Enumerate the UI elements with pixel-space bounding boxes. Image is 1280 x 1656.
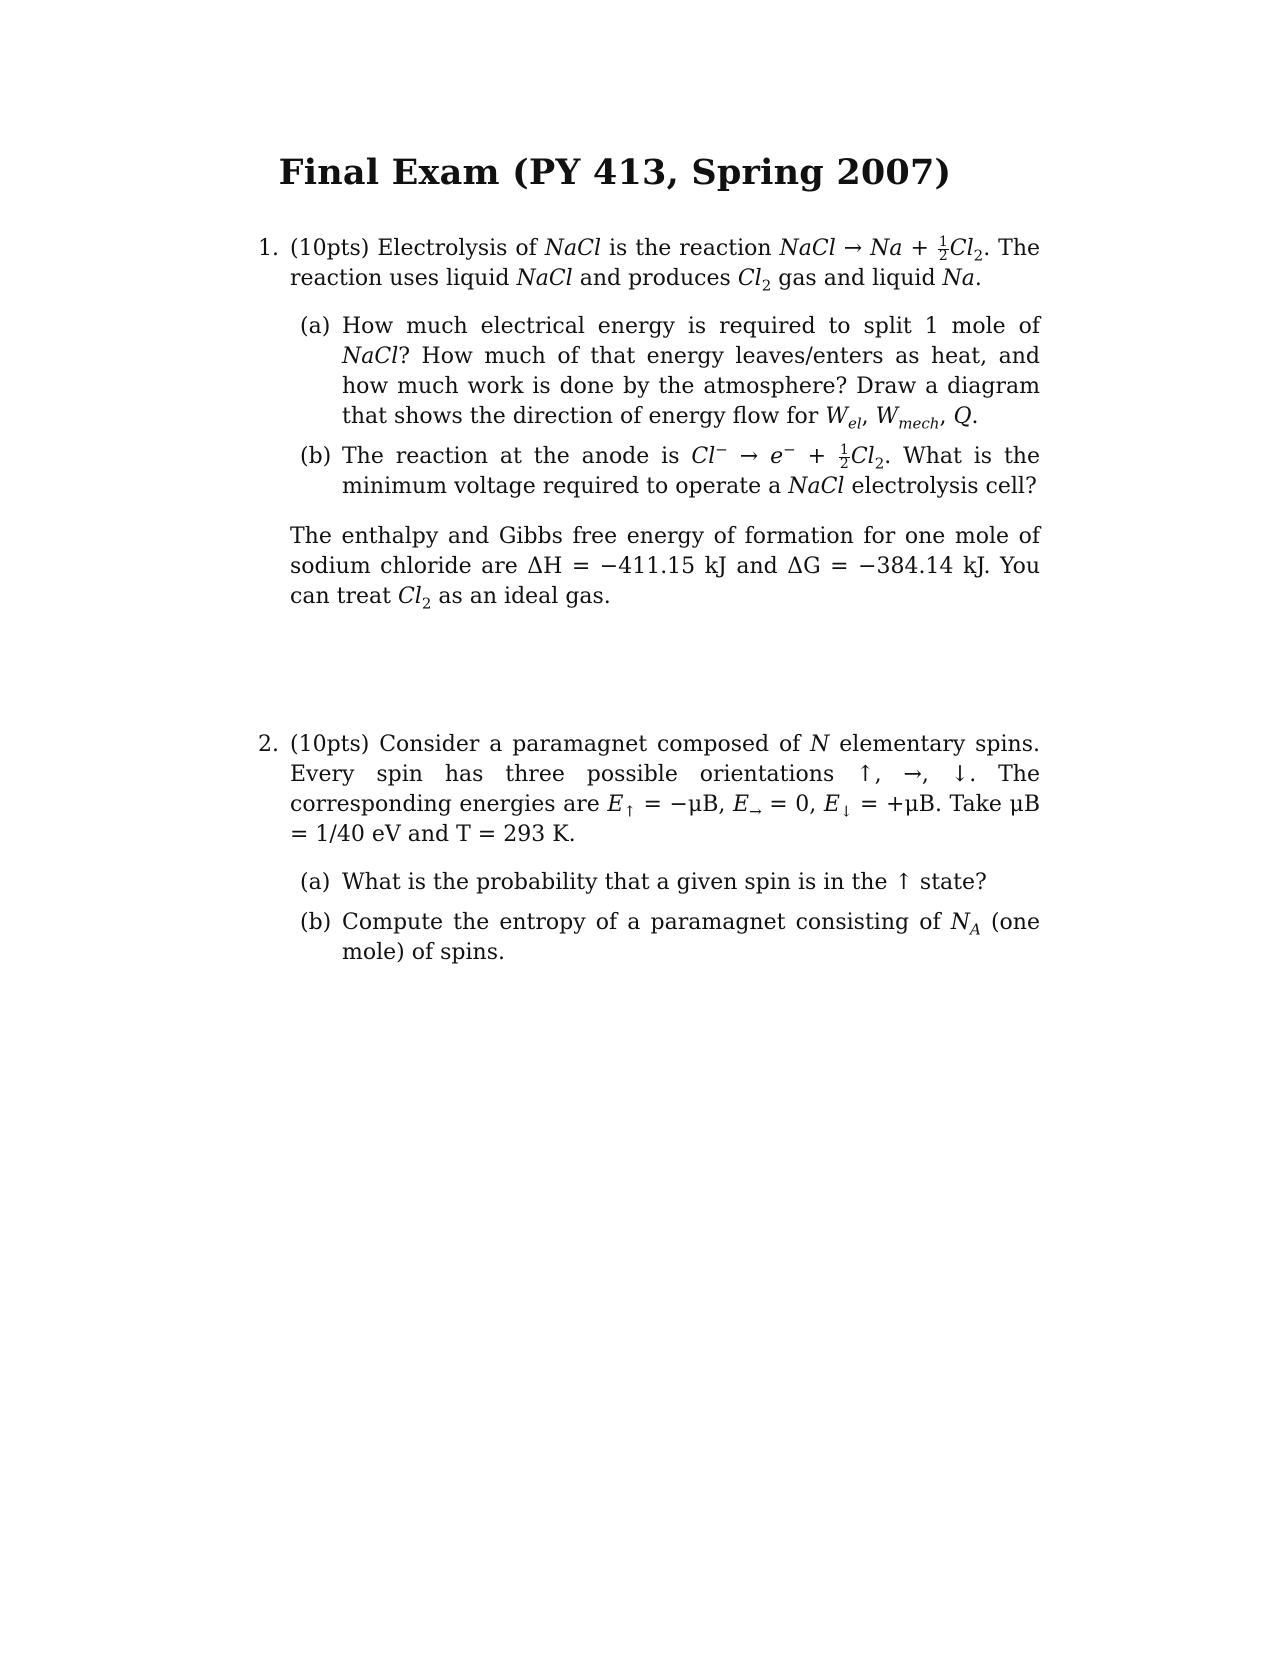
problem-1-part-b: (b) The reaction at the anode is Cl− → e− + $\frac{1}{2}$ $Cl_2$. What is the minimum voltage required to operate a NaCl electrolysis cell? bbox=[300, 440, 1040, 499]
delta-g: ΔG = −384.14 kJ bbox=[787, 554, 984, 579]
problem-1-parts bbox=[290, 312, 1040, 502]
exam-title: Final Exam (PY 413, Spring 2007) bbox=[278, 152, 952, 193]
problem-1-points: (10pts) bbox=[290, 236, 370, 261]
problem-2 bbox=[258, 730, 1040, 978]
problem-1-number: 1. bbox=[258, 236, 279, 261]
problem-2-intro: (10pts) Consider a paramagnet composed of N elementary spins. Every spin has three possible orientations ↑, →, ↓. The corresponding energies are $E_↑ = -\mu B$, $E_\to = 0$, $E_↓ = +\mu B$. Take μB = 1/40 eV and T = 293 K. bbox=[290, 732, 1040, 847]
problem-1 bbox=[258, 234, 1040, 612]
mu-b-value: μB = 1/40 eV bbox=[290, 792, 1040, 847]
half-fraction: $\frac{1}{2}$ bbox=[938, 233, 948, 264]
temperature-value: T = 293 bbox=[456, 822, 546, 847]
problem-1-intro: (10pts) Electrolysis of NaCl is the reaction NaCl → Na + $\frac{1}{2}$ $Cl_2$. The reaction uses liquid NaCl and produces $Cl_2$ gas and liquid Na. bbox=[290, 233, 1041, 295]
problem-2-number: 2. bbox=[258, 732, 279, 757]
half-fraction-anode: $\frac{1}{2}$ bbox=[839, 441, 849, 472]
problem-2-part-a: (a) What is the probability that a given spin is in the ↑ state? bbox=[300, 870, 987, 895]
problem-2-parts bbox=[290, 868, 1040, 968]
delta-h: ΔH = −411.15 kJ bbox=[527, 554, 727, 579]
problem-2-points: (10pts) bbox=[290, 732, 370, 757]
problem-1-data: The enthalpy and Gibbs free energy of formation for one mole of sodium chloride are ΔH = −411.15 kJ and ΔG = −384.14 kJ. You can treat $Cl_2$ as an ideal gas. bbox=[290, 524, 1040, 613]
problem-2-part-b: (b) Compute the entropy of a paramagnet consisting of $N_A$ (one mole) of spins. bbox=[300, 910, 1040, 965]
problem-1-part-a: (a) How much electrical energy is required to split 1 mole of NaCl? How much of that energy leaves/enters as heat, and how much work is done by the atmosphere? Draw a diagram that shows the direction of energy flow for $W_{el}$, $W_{mech}$, Q. bbox=[300, 314, 1040, 433]
